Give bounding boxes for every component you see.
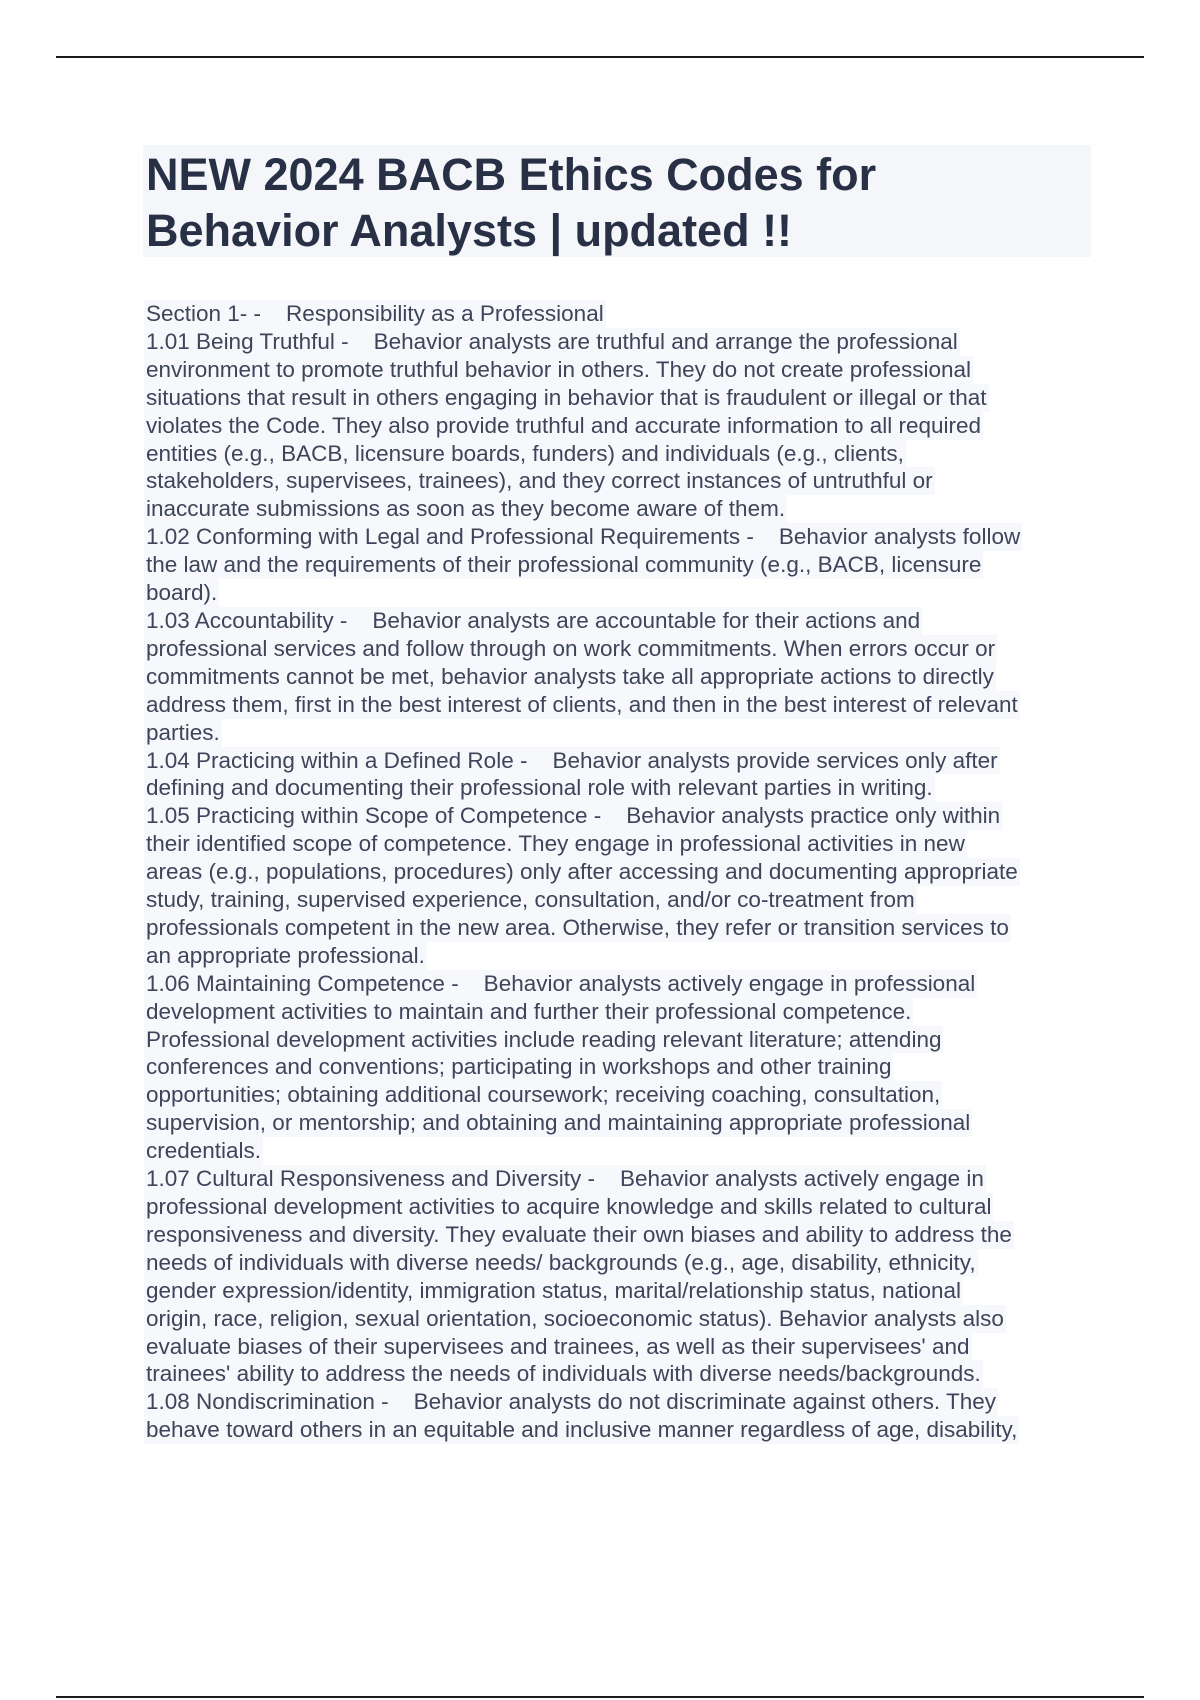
text-line: defining and documenting their professional role with relevant parties in writing.	[146, 775, 933, 801]
text-line: conferences and conventions; participating in workshops and other training	[146, 1054, 892, 1080]
text-line: evaluate biases of their supervisees and trainees, as well as their supervisees' and	[146, 1333, 970, 1359]
text-line: an appropriate professional.	[146, 942, 425, 968]
text-line: gender expression/identity, immigration status, marital/relationship status, national	[146, 1277, 961, 1303]
text-line: 1.05 Practicing within Scope of Competence - Behavior analysts practice only within	[146, 803, 1001, 829]
text-line: trainees' ability to address the needs of individuals with diverse needs/backgrounds.	[146, 1361, 981, 1387]
document-body	[146, 300, 1096, 1444]
text-line: inaccurate submissions as soon as they become aware of them.	[146, 496, 786, 522]
text-line: stakeholders, supervisees, trainees), and they correct instances of untruthful or	[146, 468, 933, 494]
title-banner	[143, 145, 1091, 257]
top-rule	[56, 56, 1144, 58]
text-line: 1.03 Accountability - Behavior analysts are accountable for their actions and	[146, 607, 921, 633]
text-line: 1.01 Being Truthful - Behavior analysts are truthful and arrange the professional	[146, 328, 958, 354]
text-line: 1.06 Maintaining Competence - Behavior analysts actively engage in professional	[146, 970, 976, 996]
entry-1-05-practicing-within-scope-of-competence	[146, 802, 1096, 969]
text-line: commitments cannot be met, behavior analysts take all appropriate actions to directly	[146, 663, 994, 689]
text-line: development activities to maintain and further their professional competence.	[146, 998, 912, 1024]
text-line: needs of individuals with diverse needs/ backgrounds (e.g., age, disability, ethnicity,	[146, 1249, 976, 1275]
text-line: the law and the requirements of their professional community (e.g., BACB, licensure	[146, 552, 982, 578]
text-line: supervision, or mentorship; and obtaining and maintaining appropriate professional	[146, 1110, 971, 1136]
text-line: board).	[146, 580, 218, 606]
text-line: responsiveness and diversity. They evaluate their own biases and ability to address the	[146, 1221, 1012, 1247]
bottom-rule	[56, 1696, 1144, 1698]
text-line: opportunities; obtaining additional coursework; receiving coaching, consultation,	[146, 1082, 941, 1108]
text-line: areas (e.g., populations, procedures) only after accessing and documenting appropriate	[146, 859, 1018, 885]
text-line: environment to promote truthful behavior in others. They do not create professional	[146, 356, 972, 382]
text-line: behave toward others in an equitable and inclusive manner regardless of age, disability,	[146, 1417, 1018, 1443]
entry-1-06-maintaining-competence	[146, 970, 1096, 1165]
section-heading: Section 1- - Responsibility as a Professional	[146, 301, 604, 326]
document-title	[143, 145, 1091, 259]
entry-1-03-accountability	[146, 607, 1096, 747]
entry-1-08-nondiscrimination	[146, 1388, 1096, 1444]
text-line: 1.07 Cultural Responsiveness and Diversity - Behavior analysts actively engage in	[146, 1166, 984, 1192]
text-line: study, training, supervised experience, consultation, and/or co-treatment from	[146, 887, 915, 913]
text-line: professionals competent in the new area. Otherwise, they refer or transition services to	[146, 914, 1009, 940]
entry-1-07-cultural-responsiveness-and-diversity	[146, 1165, 1096, 1388]
text-line: professional development activities to acquire knowledge and skills related to cultural	[146, 1194, 992, 1219]
text-line: 1.04 Practicing within a Defined Role - Behavior analysts provide services only after	[146, 747, 998, 773]
text-line: origin, race, religion, sexual orientation, socioeconomic status). Behavior analysts also	[146, 1305, 1004, 1331]
text-line: entities (e.g., BACB, licensure boards, funders) and individuals (e.g., clients,	[146, 440, 904, 466]
entry-1-01-being-truthful	[146, 328, 1096, 523]
text-line: address them, first in the best interest of clients, and then in the best interest of relevant	[146, 691, 1018, 717]
title-line: NEW 2024 BACB Ethics Codes for	[146, 149, 877, 200]
text-line: 1.02 Conforming with Legal and Professional Requirements - Behavior analysts follow	[146, 524, 1021, 550]
title-line: Behavior Analysts | updated !!	[146, 205, 793, 256]
text-line: credentials.	[146, 1138, 262, 1164]
text-line: parties.	[146, 719, 220, 745]
text-line: violates the Code. They also provide truthful and accurate information to all required	[146, 412, 982, 438]
text-line: professional services and follow through on work commitments. When errors occur or	[146, 635, 996, 661]
text-line: situations that result in others engaging in behavior that is fraudulent or illegal or that	[146, 384, 987, 410]
text-line: Professional development activities include reading relevant literature; attending	[146, 1026, 942, 1052]
text-line: 1.08 Nondiscrimination - Behavior analysts do not discriminate against others. They	[146, 1389, 997, 1415]
entry-1-02-conforming-with-legal-requirements	[146, 523, 1096, 607]
text-line: their identified scope of competence. They engage in professional activities in new	[146, 831, 965, 857]
entry-1-04-practicing-within-defined-role	[146, 747, 1096, 803]
